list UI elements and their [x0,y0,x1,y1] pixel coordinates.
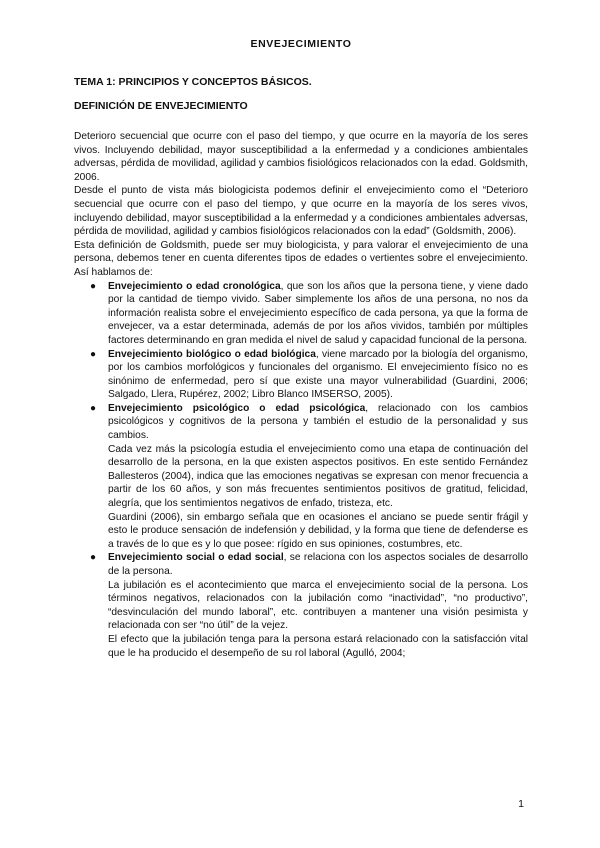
term-description: , se relaciona con los aspectos sociales de desarrollo de la persona. [108,552,528,577]
aging-types-list [74,280,528,661]
paragraph: Desde el punto de vista más biologicista podemos definir el envejecimiento como el “Deterioro secuencial que ocurre con el paso del tiempo, y que ocurre en la mayoría de los seres vivos, incluyendo debilidad, mayor susceptibilidad a la enfermedad y a condiciones ambientales adversas, pérdida de movilidad, agilidad y cambios fisiológicos relacionados con la edad” (Goldsmith, 2006). [74,185,528,238]
term-description: , viene marcado por la biología del organismo, por los cambios morfológicos y funcionales del organismo. El envejecimiento físico no es sinónimo de enfermedad, pero sí que existe una mayor vulnerabilidad (Guardini, 2006; Salgado, Llera, Rupérez, 2002; Libro Blanco IMSERSO, 2005). [108,348,528,401]
bullet-icon: ● [90,348,97,360]
list-item [74,551,528,660]
paragraph: Esta definición de Goldsmith, puede ser muy biologicista, y para valorar el envejecimiento de una persona, debemos tener en cuenta diferentes tipos de edades o vertientes sobre el envejecimiento. Así hablamos de: [74,239,528,278]
list-paragraph: Cada vez más la psicología estudia el envejecimiento como una etapa de continuación del desarrollo de la persona, en la que existen aspectos positivos. En este sentido Fernández Ballesteros (2004), indica que las emociones negativas se expresan con menor frecuencia a partir de los 60 años, y son más frecuentes sentimientos positivos de gratitud, felicidad, alegría, que los sentimientos negativos de enfado, tristeza, etc. [108,443,528,510]
document-body [74,130,528,660]
bullet-icon: ● [90,552,97,564]
paragraph: Deterioro secuencial que ocurre con el paso del tiempo, y que ocurre en la mayoría de los seres vivos. Incluyendo debilidad, mayor susceptibilidad a la enfermedad y a condiciones ambientales adversas, pérdida de movilidad, agilidad y cambios fisiológicos relacionados con la edad. Goldsmith, 2006. [74,131,528,183]
document-title: ENVEJECIMIENTO [250,38,352,50]
list-item [74,348,528,402]
list-item [74,280,528,348]
section-heading: DEFINICIÓN DE ENVEJECIMIENTO [74,100,248,112]
list-item [74,402,528,552]
term: Envejecimiento o edad cronológica [108,280,281,292]
term-description: , que son los años que la persona tiene, y viene dado por la cantidad de tiempo vivido. Saber simplemente los años de una persona, no nos da información realista sobre el envejecimiento específico de cada persona, ya que la forma de envejecer, va a estar determinada, además de por los años vividos, también por múltiples factores determinando en gran medida el nivel de salud y capacidad funcional de la persona. [108,280,528,346]
term: Envejecimiento psicológico o edad psicológica [108,402,366,414]
term: Envejecimiento social o edad social [108,552,284,564]
term-description: , relacionado con los cambios psicológicos y cognitivos de la persona y también el estudio de la personalidad y sus cambios. [108,402,528,442]
bullet-icon: ● [90,280,97,292]
bullet-icon: ● [90,402,97,414]
topic-heading: TEMA 1: PRINCIPIOS Y CONCEPTOS BÁSICOS. [74,76,312,88]
list-paragraph: Guardini (2006), sin embargo señala que en ocasiones el anciano se puede sentir frágil y esto le produce sensación de indefensión y debilidad, y la forma que tiene de defenderse es a través de lo que es y lo que posee: rígido en sus opiniones, costumbres, etc. [108,511,528,550]
term: Envejecimiento biológico o edad biológica [108,348,316,360]
page-number: 1 [518,798,524,810]
list-paragraph: El efecto que la jubilación tenga para la persona estará relacionado con la satisfacción vital que le ha producido el desempeño de su rol laboral (Agulló, 2004; [108,633,528,659]
list-paragraph: La jubilación es el acontecimiento que marca el envejecimiento social de la persona. Los términos negativos, relacionados con la jubilación como “inactividad”, “no productivo”, “desvinculación del mundo laboral”, etc. contribuyen a mantener una visión pesimista y relacionada con ser “no útil” de la vejez. [108,579,528,632]
